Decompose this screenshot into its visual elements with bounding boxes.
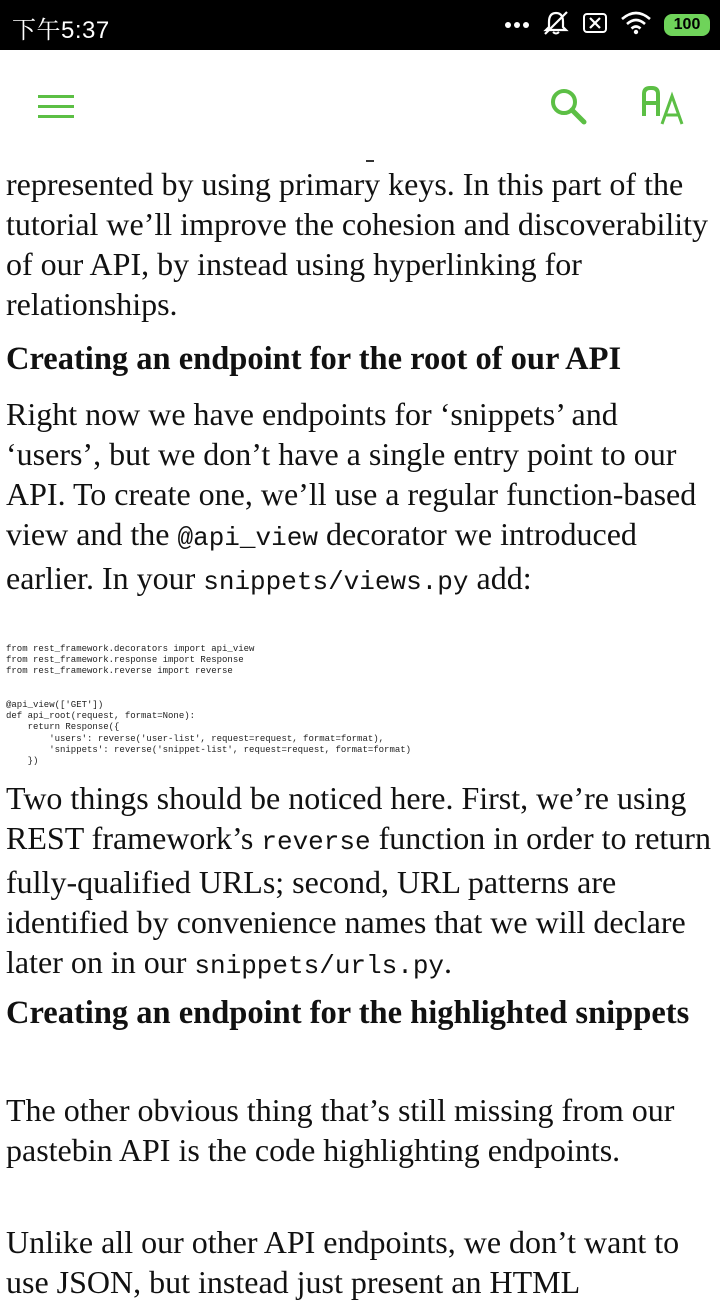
section-heading-root-endpoint: Creating an endpoint for the root of our API [6,341,622,377]
intro-paragraph: represented by using primary keys. In this part of the tutorial we’ll improve the cohesion and discoverability of our API, by instead using hyperlinking for relationships. [6,166,709,322]
text-run: Two things should be noticed here. First, we’re using REST framework’s [6,780,687,856]
missing-highlighting-paragraph: The other obvious thing that’s still missing from our pastebin API is the code highlighting endpoints. [6,1092,675,1168]
html-representation-paragraph: Unlike all our other API endpoints, we don’t want to use JSON, but instead just present an HTML [6,1224,680,1300]
text-run: function in order to return fully-qualified URLs; second, URL patterns are identified by convenience names that we will declare later on in our [6,820,711,980]
sim-error-icon [582,12,608,39]
status-time: 下午5:37 [12,17,110,44]
search-icon[interactable] [546,84,590,128]
reverse-explanation-paragraph [6,778,714,986]
inline-code-reverse: reverse [261,827,371,857]
more-dots-icon [504,16,530,34]
app-toolbar [0,50,720,160]
text-run: . [444,944,453,980]
status-bar [0,0,720,50]
inline-code-api-view: @api_view [177,523,318,553]
hamburger-menu-icon[interactable] [36,90,76,122]
font-size-icon[interactable] [640,84,688,128]
text-run: Right now we have endpoints for ‘snippets’ and ‘users’, but we don’t have a single entry point to our API. To create one, we’ll use a regular function-based view and the [6,396,697,552]
wifi-icon [620,11,652,40]
clipped-text-fragment [366,160,374,162]
battery-indicator: 100 [664,14,710,36]
text-run: decorator we introduced earlier. In your [6,516,637,596]
inline-code-views-py: snippets/views.py [203,567,469,597]
status-icons [504,10,710,40]
root-endpoint-paragraph [6,394,714,602]
code-block: from rest_framework.decorators import api_view from rest_framework.response import Response from rest_framework.reverse import reverse @api_view(['GET']) def api_root(request, format=None): return Response({ 'users': reverse('user-list', request=request, format=format), 'snippets': reverse('snippet-list', request=request, format=format) }) [6,644,412,767]
text-run: add: [468,560,532,596]
inline-code-urls-py: snippets/urls.py [194,951,445,981]
section-heading-highlighted-snippets: Creating an endpoint for the highlighted snippets [6,995,690,1031]
mute-bell-icon [542,10,570,41]
article-content [6,160,714,1300]
